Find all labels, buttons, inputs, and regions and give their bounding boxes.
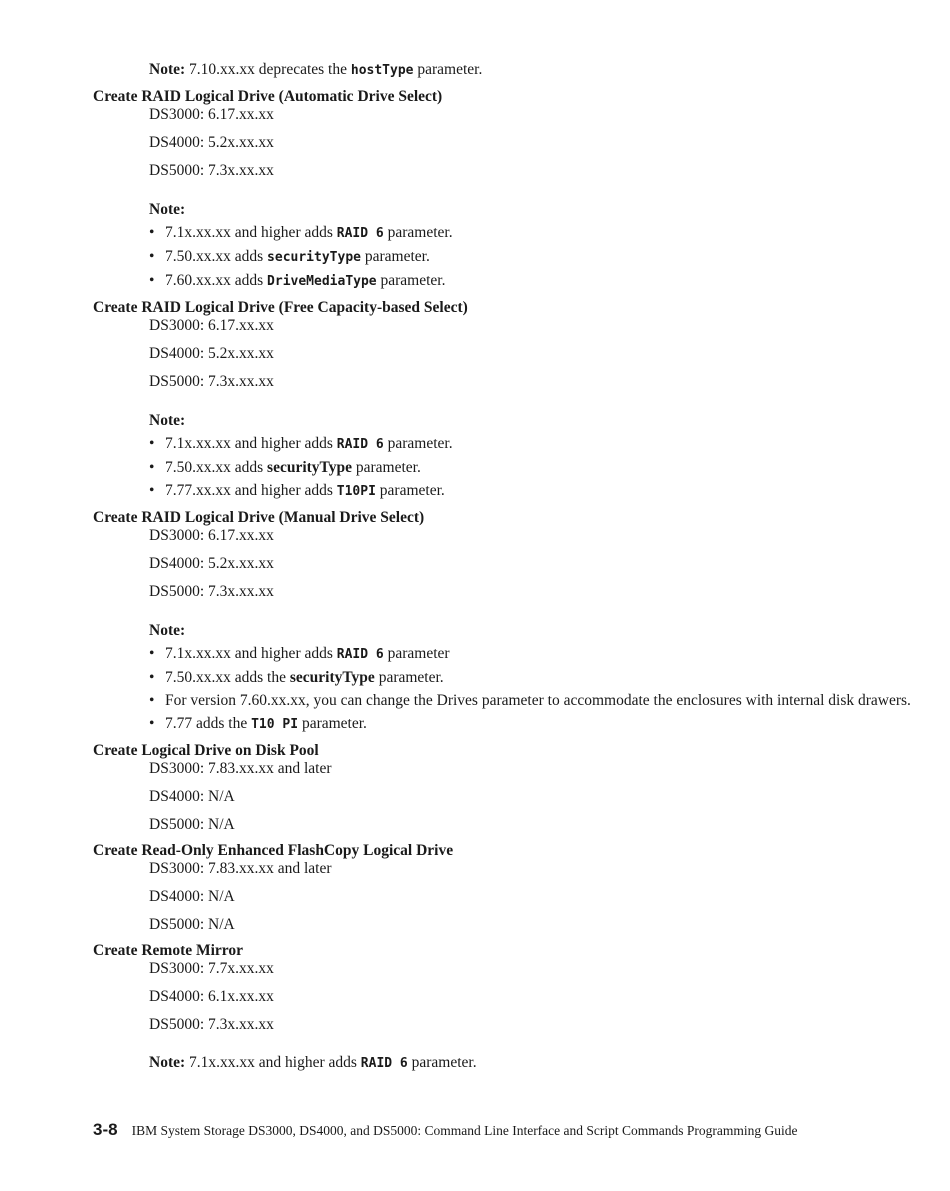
section-title: Create RAID Logical Drive (Free Capacity-based Select) — [93, 299, 468, 316]
list-text: 7.77.xx.xx and higher adds — [165, 482, 337, 499]
note-label: Note: — [149, 622, 186, 639]
page-number: 3-8 — [93, 1120, 118, 1139]
note-list — [149, 645, 913, 734]
book-title: IBM System Storage DS3000, DS4000, and DS5000: Command Line Interface and Script Commands Programming Guide — [131, 1123, 798, 1138]
code-term: RAID 6 — [360, 1056, 408, 1071]
ds5000-version: DS5000: 7.3x.xx.xx — [149, 1016, 274, 1033]
sections — [93, 88, 913, 1081]
code-term: DriveMediaType — [267, 274, 377, 289]
inline-note — [149, 1054, 913, 1073]
section-title: Create RAID Logical Drive (Automatic Drive Select) — [93, 88, 443, 105]
section-title: Create Remote Mirror — [93, 942, 244, 959]
section-title: Create RAID Logical Drive (Manual Drive Select) — [93, 509, 425, 526]
list-text: 7.50.xx.xx adds — [165, 459, 268, 476]
ds4000-version: DS4000: 5.2x.xx.xx — [149, 134, 274, 151]
note-text: 7.10.xx.xx deprecates the — [185, 61, 351, 78]
ds4000-version: DS4000: N/A — [149, 888, 235, 905]
list-text: parameter. — [298, 715, 367, 732]
list-text: For version 7.60.xx.xx, you can change the Drives parameter to accommodate the enclosures with internal disk drawers. — [165, 692, 911, 709]
note-label: Note: — [149, 412, 186, 429]
code-term: RAID 6 — [336, 437, 384, 452]
note-block — [149, 201, 913, 291]
list-text: parameter. — [383, 224, 453, 241]
note-label: Note: — [149, 61, 186, 78]
code-term: T10 PI — [251, 717, 299, 732]
list-item — [149, 272, 913, 291]
section-enhanced-flashcopy — [93, 842, 913, 934]
list-item — [149, 645, 913, 664]
list-text: 7.1x.xx.xx and higher adds — [165, 224, 337, 241]
page-footer — [93, 1120, 913, 1141]
list-item — [149, 715, 913, 734]
note-text: parameter. — [413, 61, 483, 78]
note-text: 7.1x.xx.xx and higher adds — [185, 1054, 361, 1071]
section-remote-mirror — [93, 942, 913, 1073]
list-item — [149, 482, 913, 501]
ds3000-version: DS3000: 7.83.xx.xx and later — [149, 760, 332, 777]
note-block — [149, 412, 913, 501]
list-item — [149, 248, 913, 267]
list-text: 7.60.xx.xx adds — [165, 272, 268, 289]
note-list — [149, 435, 913, 501]
list-text: 7.77 adds the — [165, 715, 252, 732]
list-text: parameter. — [374, 669, 444, 686]
ds3000-version: DS3000: 6.17.xx.xx — [149, 527, 274, 544]
ds3000-version: DS3000: 6.17.xx.xx — [149, 317, 274, 334]
code-term: RAID 6 — [336, 647, 384, 662]
list-text: parameter. — [383, 435, 453, 452]
ds5000-version: DS5000: 7.3x.xx.xx — [149, 162, 274, 179]
section-disk-pool — [93, 742, 913, 834]
code-term: securityType — [267, 250, 361, 265]
list-item — [149, 435, 913, 454]
list-text: 7.50.xx.xx adds the — [165, 669, 290, 686]
section-title: Create Read-Only Enhanced FlashCopy Logical Drive — [93, 842, 454, 859]
list-text: 7.1x.xx.xx and higher adds — [165, 645, 337, 662]
bold-term: securityType — [289, 669, 375, 686]
code-term: hostType — [350, 63, 414, 78]
list-text: parameter — [383, 645, 450, 662]
ds5000-version: DS5000: N/A — [149, 916, 235, 933]
list-text: parameter. — [360, 248, 430, 265]
note-label: Note: — [149, 201, 186, 218]
note-list — [149, 224, 913, 291]
note-label: Note: — [149, 1054, 186, 1071]
code-term: T10PI — [336, 484, 376, 499]
ds4000-version: DS4000: 5.2x.xx.xx — [149, 555, 274, 572]
list-item — [149, 692, 913, 710]
list-text: 7.1x.xx.xx and higher adds — [165, 435, 337, 452]
top-note — [149, 60, 482, 81]
list-item — [149, 669, 913, 687]
list-text: parameter. — [376, 272, 446, 289]
list-item — [149, 224, 913, 243]
code-term: RAID 6 — [336, 226, 384, 241]
list-text: parameter. — [352, 459, 421, 476]
ds5000-version: DS5000: N/A — [149, 816, 235, 833]
section-title: Create Logical Drive on Disk Pool — [93, 742, 319, 759]
ds3000-version: DS3000: 6.17.xx.xx — [149, 106, 274, 123]
ds4000-version: DS4000: 5.2x.xx.xx — [149, 345, 274, 362]
ds5000-version: DS5000: 7.3x.xx.xx — [149, 583, 274, 600]
list-item — [149, 459, 913, 477]
section-free-capacity-select — [93, 299, 913, 501]
bold-term: securityType — [267, 459, 352, 476]
ds3000-version: DS3000: 7.7x.xx.xx — [149, 960, 274, 977]
section-automatic-drive-select — [93, 88, 913, 291]
list-text: parameter. — [375, 482, 445, 499]
note-block — [149, 622, 913, 734]
ds5000-version: DS5000: 7.3x.xx.xx — [149, 373, 274, 390]
ds4000-version: DS4000: 6.1x.xx.xx — [149, 988, 274, 1005]
note-text: parameter. — [407, 1054, 477, 1071]
ds3000-version: DS3000: 7.83.xx.xx and later — [149, 860, 332, 877]
ds4000-version: DS4000: N/A — [149, 788, 235, 805]
list-text: 7.50.xx.xx adds — [165, 248, 268, 265]
section-manual-drive-select — [93, 509, 913, 734]
